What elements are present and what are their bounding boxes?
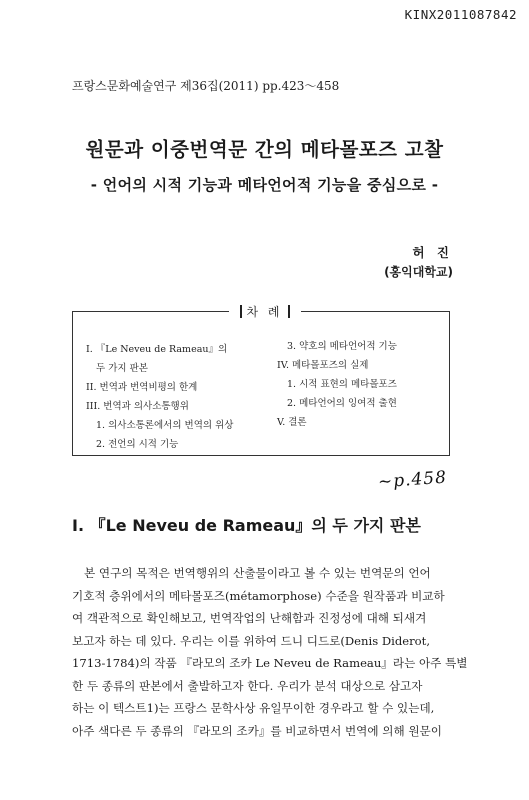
body-line: 1713-1784)의 작품 『라모의 조카 Le Neveu de Rameau』라는 아주 특별 <box>72 656 468 670</box>
toc-label <box>229 303 301 320</box>
author-name: 허 진 <box>412 245 453 260</box>
toc-item: 2. 메타언어의 잉여적 출현 <box>287 398 397 409</box>
toc-item: 3. 약호의 메타언어적 기능 <box>287 341 397 352</box>
toc-item: V. 결론 <box>277 417 307 428</box>
toc-item: I. 『Le Neveu de Rameau』의 <box>86 344 228 355</box>
document-id: KINX2011087842 <box>404 7 517 22</box>
handwritten-page-note: ~p.458 <box>377 467 448 493</box>
body-line: 한 두 종류의 판본에서 출발하고자 한다. 우리가 분석 대상으로 삼고자 <box>72 678 423 693</box>
body-line: 보고자 하는 데 있다. 우리는 이를 위하여 드니 디드로(Denis Diderot, <box>72 633 431 648</box>
author-affiliation: (홍익대학교) <box>384 265 453 279</box>
toc-item: 두 가지 판본 <box>96 363 148 374</box>
body-line: 기호적 층위에서의 메타몰포즈(métamorphose) 수준을 원작품과 비교하 <box>72 588 445 603</box>
toc-item: III. 번역과 의사소통행위 <box>86 401 189 412</box>
body-paragraph <box>72 562 468 742</box>
toc-item: IV. 메타몰포즈의 실제 <box>277 360 369 371</box>
body-line: 아주 색다른 두 종류의 『라모의 조카』를 비교하면서 번역에 의해 원문이 <box>72 723 442 738</box>
body-line: 본 연구의 목적은 번역행위의 산출물이라고 볼 수 있는 번역문의 언어 <box>84 566 431 580</box>
paper-title: 원문과 이중번역문 간의 메타몰포즈 고찰 <box>85 138 444 161</box>
paper-subtitle: - 언어의 시적 기능과 메타언어적 기능을 중심으로 - <box>90 176 439 194</box>
toc-item: II. 번역과 번역비평의 한계 <box>86 382 198 393</box>
journal-citation: 프랑스문화예술연구 제36집(2011) pp.423～458 <box>72 79 340 93</box>
toc-item: 1. 의사소통론에서의 번역의 위상 <box>96 420 234 431</box>
toc-header <box>0 301 529 320</box>
section-heading: I. 『Le Neveu de Rameau』의 두 가지 판본 <box>72 516 421 535</box>
body-line: 하는 이 텍스트1)는 프랑스 문학사상 유일무이한 경우라고 할 수 있는데, <box>72 701 435 715</box>
toc-left-column <box>86 340 233 454</box>
body-line: 여 객관적으로 확인해보고, 번역작업의 난해함과 진정성에 대해 되새겨 <box>72 611 427 625</box>
toc-right-column <box>277 337 397 432</box>
toc-item: 1. 시적 표현의 메타몰포즈 <box>287 379 397 390</box>
toc-label-text: 차 례 <box>246 305 283 319</box>
toc-item: 2. 전언의 시적 기능 <box>96 439 179 450</box>
